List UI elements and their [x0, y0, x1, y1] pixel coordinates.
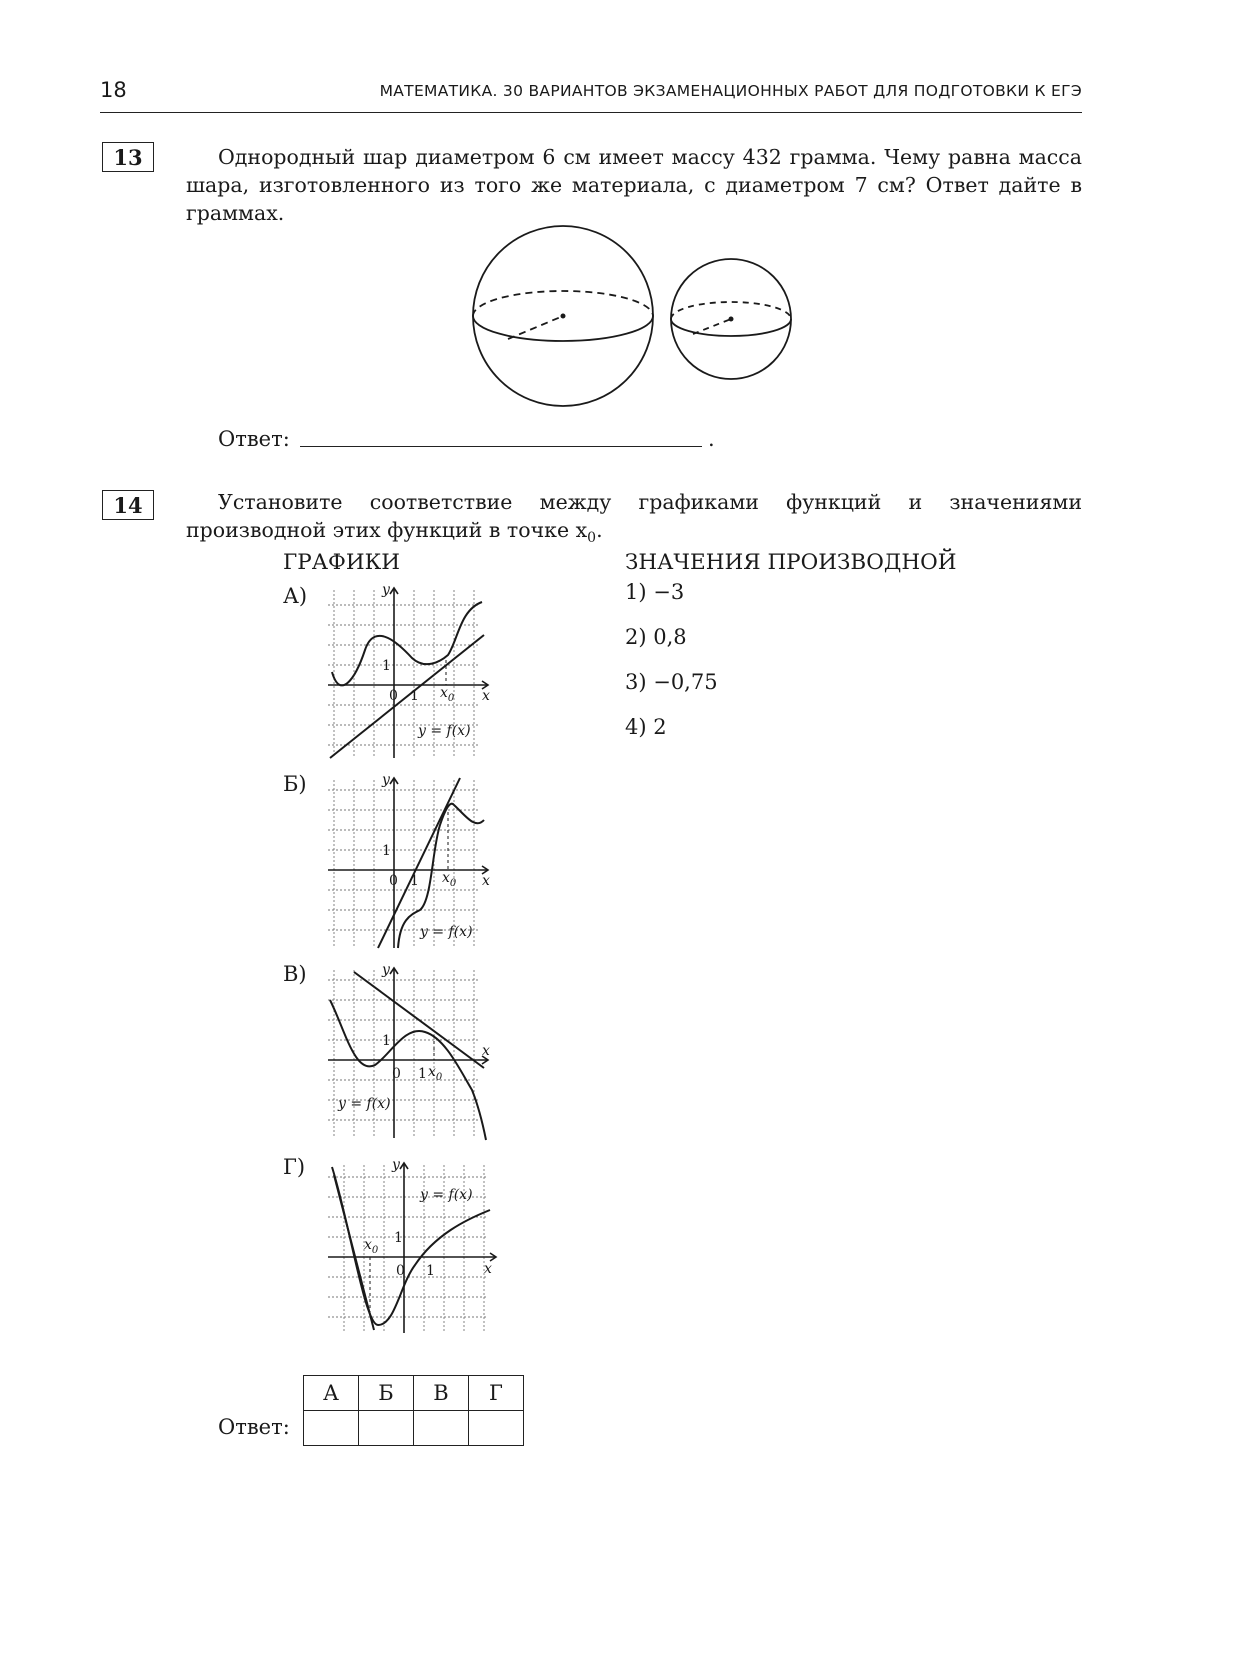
- task-13-answer-label: Ответ:: [218, 427, 290, 451]
- x-axis-label: x: [482, 1043, 490, 1059]
- graph-b: [320, 770, 500, 955]
- graph-v: [320, 960, 500, 1145]
- y-one-label: 1: [394, 1230, 403, 1246]
- answer-table: [303, 1375, 524, 1446]
- x0-label: $x_0$: [428, 1064, 443, 1083]
- answer-header-g: Г: [469, 1376, 524, 1411]
- x0-label: $x_0$: [442, 870, 457, 889]
- func-label: y = f(x): [420, 1187, 473, 1203]
- value-option-2: 2) 0,8: [625, 625, 687, 649]
- graph-v-label: В): [283, 962, 307, 986]
- x-one-label: 1: [426, 1263, 435, 1279]
- y-one-label: 1: [382, 843, 391, 859]
- answer-header-b: Б: [359, 1376, 414, 1411]
- func-label: y = f(x): [338, 1096, 391, 1112]
- y-axis-label: y: [382, 582, 390, 598]
- origin-label: 0: [396, 1263, 405, 1279]
- running-header: МАТЕМАТИКА. 30 ВАРИАНТОВ ЭКЗАМЕНАЦИОННЫХ РАБОТ ДЛЯ ПОДГОТОВКИ К ЕГЭ: [379, 82, 1082, 100]
- y-one-label: 1: [382, 1033, 391, 1049]
- task-13-number: 13: [102, 142, 154, 172]
- derivative-values-list: [625, 580, 718, 760]
- header-rule: [100, 112, 1082, 113]
- values-heading: ЗНАЧЕНИЯ ПРОИЗВОДНОЙ: [625, 550, 957, 575]
- page-number: 18: [100, 78, 127, 102]
- x0-label: $x_0$: [364, 1237, 379, 1256]
- value-option-3: 3) −0,75: [625, 670, 718, 694]
- x-one-label: 1: [410, 873, 419, 889]
- answer-header-a: А: [304, 1376, 359, 1411]
- x-one-label: 1: [410, 688, 419, 704]
- graph-g-label: Г): [283, 1155, 306, 1179]
- answer-cell-g[interactable]: [469, 1411, 524, 1446]
- answer-cell-v[interactable]: [414, 1411, 469, 1446]
- task-14-number: 14: [102, 490, 154, 520]
- graph-a: [320, 580, 500, 765]
- func-label: y = f(x): [418, 723, 471, 739]
- x-one-label: 1: [418, 1066, 427, 1082]
- y-axis-label: y: [382, 772, 390, 788]
- task-13-text: Однородный шар диаметром 6 см имеет массу 432 грамма. Чему равна масса шара, изготовленного из того же материала, с диаметром 7 см? Ответ дайте в граммах.: [186, 145, 1082, 225]
- x-axis-label: x: [482, 873, 490, 889]
- graph-a-label: А): [283, 584, 308, 608]
- answer-cell-a[interactable]: [304, 1411, 359, 1446]
- x-axis-label: x: [484, 1261, 492, 1277]
- graphs-heading: ГРАФИКИ: [283, 550, 400, 575]
- func-label: y = f(x): [420, 924, 473, 940]
- graph-g: [320, 1155, 500, 1340]
- value-option-4: 4) 2: [625, 715, 667, 739]
- graph-b-label: Б): [283, 772, 307, 796]
- origin-label: 0: [389, 873, 398, 889]
- task-14-text: Установите соответствие между графиками функций и значениями производной этих функций в точке $x_0$.: [186, 490, 1082, 547]
- origin-label: 0: [392, 1066, 401, 1082]
- answer-cell-b[interactable]: [359, 1411, 414, 1446]
- origin-label: 0: [389, 688, 398, 704]
- answer-period: .: [708, 427, 715, 451]
- y-one-label: 1: [382, 658, 391, 674]
- spheres-figure: [468, 224, 798, 414]
- y-axis-label: y: [392, 1157, 400, 1173]
- task-13-answer-field[interactable]: [300, 446, 702, 447]
- task-14-answer-label: Ответ:: [218, 1415, 290, 1439]
- x-axis-label: x: [482, 688, 490, 704]
- answer-header-v: В: [414, 1376, 469, 1411]
- y-axis-label: y: [382, 962, 390, 978]
- x0-label: $x_0$: [440, 685, 455, 704]
- value-option-1: 1) −3: [625, 580, 685, 604]
